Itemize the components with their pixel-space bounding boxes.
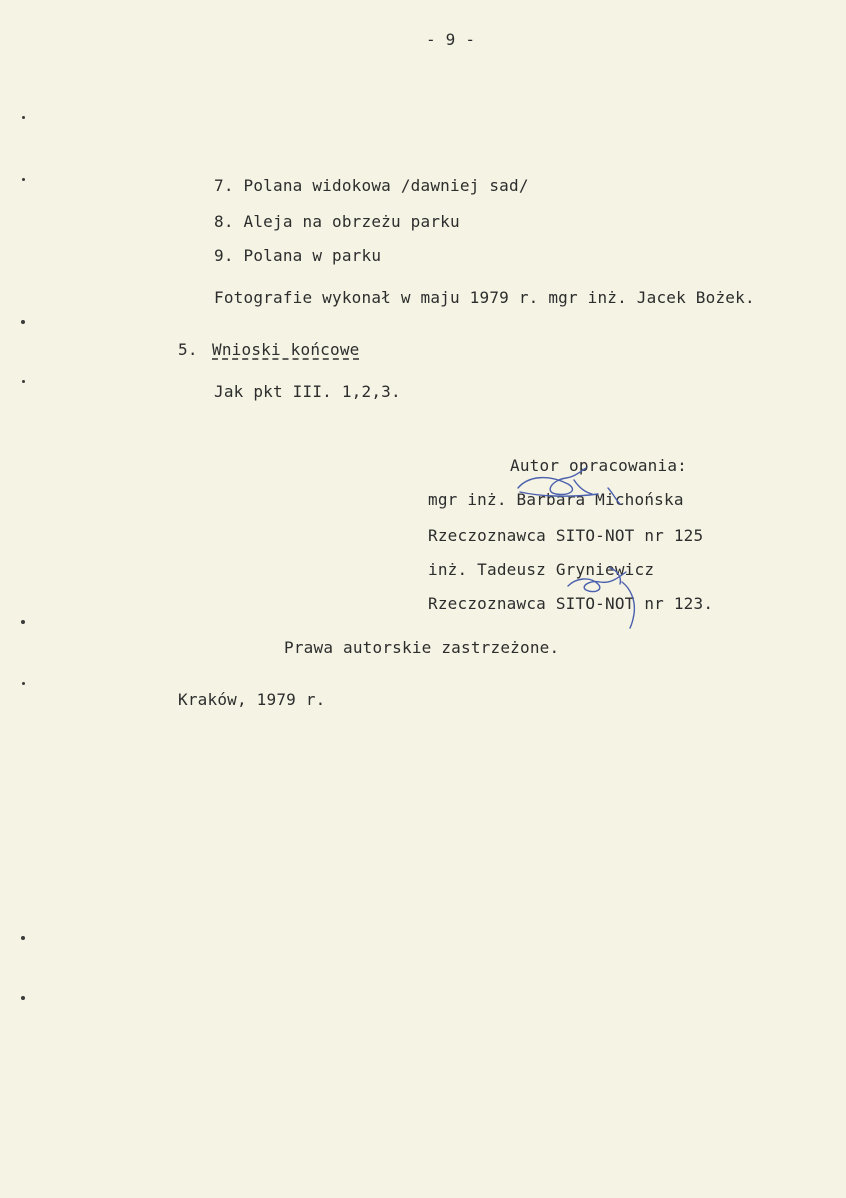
margin-mark: [21, 936, 25, 940]
list-item: 8. Aleja na obrzeżu parku: [214, 212, 460, 231]
section-number: 5.: [178, 340, 198, 359]
page-number: - 9 -: [426, 30, 476, 49]
author-role: Rzeczoznawca SITO-NOT nr 123.: [428, 594, 714, 613]
signature-image: [508, 466, 648, 506]
signature-image: [560, 560, 670, 630]
photo-note: Fotografie wykonał w maju 1979 r. mgr inż. Jacek Bożek.: [214, 288, 755, 307]
margin-mark: [22, 380, 25, 383]
margin-mark: [22, 116, 25, 119]
margin-mark: [21, 996, 25, 1000]
margin-mark: [22, 178, 25, 181]
list-item: 7. Polana widokowa /dawniej sad/: [214, 176, 529, 195]
margin-mark: [21, 320, 25, 324]
place-date: Kraków, 1979 r.: [178, 690, 326, 709]
margin-mark: [21, 620, 25, 624]
author-role: Rzeczoznawca SITO-NOT nr 125: [428, 526, 704, 545]
margin-mark: [22, 682, 25, 685]
section-title: Wnioski końcowe: [212, 340, 360, 359]
list-item: 9. Polana w parku: [214, 246, 382, 265]
author-name: inż. Tadeusz Gryniewicz: [428, 560, 655, 579]
author-name: mgr inż. Barbara Michońska: [428, 490, 684, 509]
copyright-note: Prawa autorskie zastrzeżone.: [284, 638, 560, 657]
author-heading: Autor opracowania:: [510, 456, 687, 475]
section-text: Jak pkt III. 1,2,3.: [214, 382, 401, 401]
